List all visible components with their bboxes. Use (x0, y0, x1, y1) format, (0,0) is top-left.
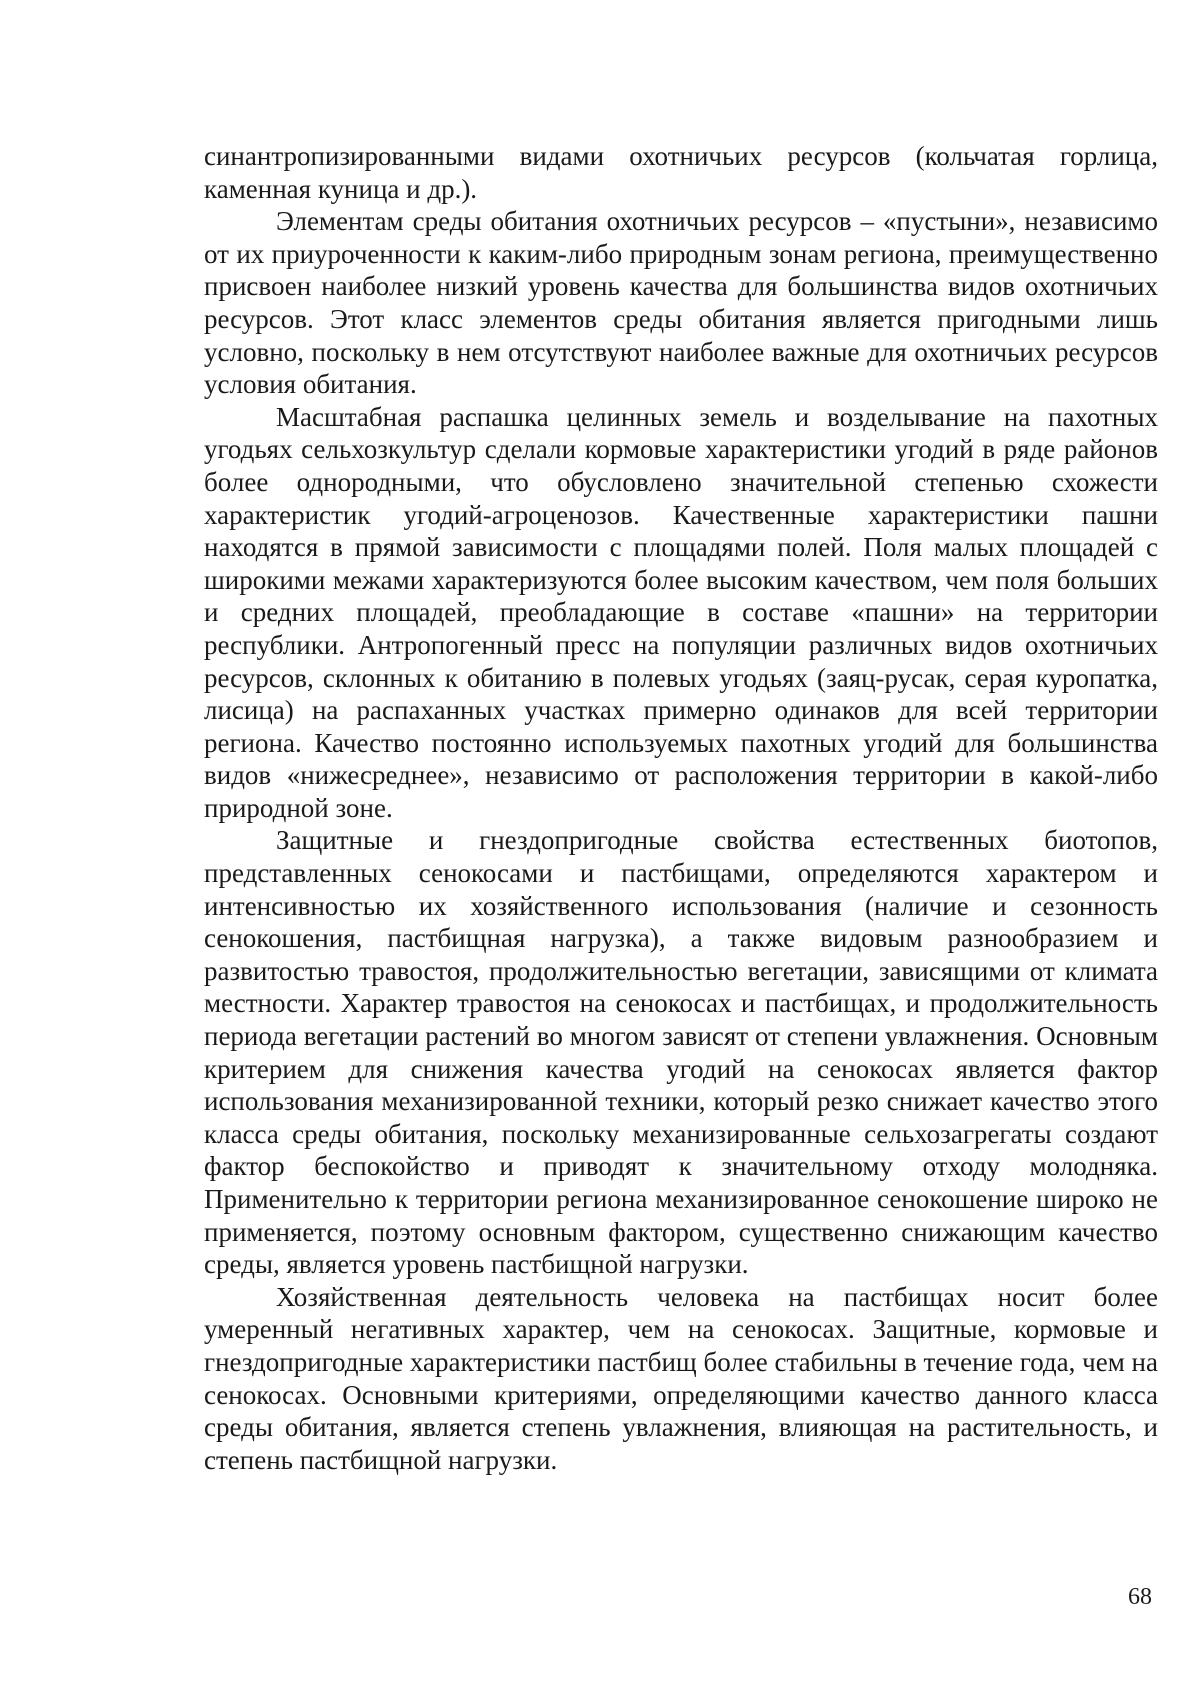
paragraph-continuation: синантропизированными видами охотничьих ресурсов (кольчатая горлица, каменная куница и др.). (204, 141, 1158, 204)
paragraph-pastures: Хозяйственная деятельность человека на пастбищах носит более умеренный негативных характер, чем на сенокосах. Защитные, кормовые и гнездопригодные характеристики пастбищ более стабильны в течение года, чем на сенокосах. Основными критериями, определяющими качество данного класса среды обитания, является степень увлажнения, влияющая на растительность, и степень пастбищной нагрузки. (204, 1281, 1158, 1475)
paragraph-arable-land: Масштабная распашка целинных земель и возделывание на пахотных угодьях сельхозкультур сделали кормовые характеристики угодий в ряде районов более однородными, что обусловлено значительной степенью схожести характеристик угодий-агроценозов. Качественные характеристики пашни находятся в прямой зависимости с площадями полей. Поля малых площадей с широкими межами характеризуются более высоким качеством, чем поля больших и средних площадей, преобладающие в составе «пашни» на территории республики. Антропогенный пресс на популяции различных видов охотничьих ресурсов, склонных к обитанию в полевых угодьях (заяц-русак, серая куропатка, лисица) на распаханных участках примерно одинаков для всей территории региона. Качество постоянно используемых пахотных угодий для большинства видов «нижесреднее», независимо от расположения территории в какой-либо природной зоне. (204, 401, 1158, 823)
paragraph-hayfields-pastures: Защитные и гнездопригодные свойства естественных биотопов, представленных сенокосами и пастбищами, определяются характером и интенсивностью их хозяйственного использования (наличие и сезонность сенокошения, пастбищная нагрузка), а также видовым разнообразием и развитостью травостоя, продолжительностью вегетации, зависящими от климата местности. Характер травостоя на сенокосах и пастбищах, и продолжительность периода вегетации растений во многом зависят от степени увлажнения. Основным критерием для снижения качества угодий на сенокосах является фактор использования механизированной техники, который резко снижает качество этого класса среды обитания, поскольку механизированные сельхозагрегаты создают фактор беспокойство и приводят к значительному отходу молодняка. Применительно к территории региона механизированное сенокошение широко не применяется, поэтому основным фактором, существенно снижающим качество среды, является уровень пастбищной нагрузки. (204, 825, 1158, 1280)
body-text (204, 140, 1158, 1476)
page-number: 68 (1128, 1584, 1152, 1610)
paragraph-deserts: Элементам среды обитания охотничьих ресурсов – «пустыни», независимо от их приуроченности к каким-либо природным зонам региона, преимущественно присвоен наиболее низкий уровень качества для большинства видов охотничьих ресурсов. Этот класс элементов среды обитания является пригодными лишь условно, поскольку в нем отсутствуют наиболее важные для охотничьих ресурсов условия обитания. (204, 206, 1158, 400)
